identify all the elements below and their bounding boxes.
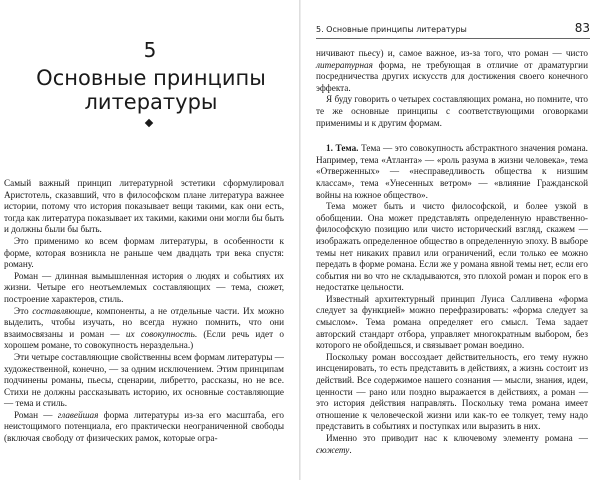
paragraph: Известный архитектурный принцип Луиса Салливена «форма следует за функцией» можно перефразировать: «форма следует за смыслом». Тема романа определяет его смысл. Тема задает авторский стандарт отбора, управляет многократным выбором, без которого не обойдешься, и связывает роман воедино.	[316, 293, 588, 351]
header-rule	[316, 38, 590, 39]
emphasis: главейшая	[57, 409, 99, 420]
emphasis: литературная	[316, 59, 373, 70]
paragraph: Самый важный принцип литературной эстетики сформулировал Аристотель, сказавший, что в философском плане литература важнее истории, потому что история показывает вещи такими, как они есть, тогда как литература показывает их такими, какими они могли бы быть и должны были бы быть.	[4, 178, 284, 235]
paragraph: Поскольку роман воссоздает действительность, его тему нужно инсценировать, то есть представить в действиях, а жизнь состоит из действий. Все содержимое нашего сознания — мысли, знания, идеи, ценности — рано или поздно выражается в действиях, а роман — это история действия направлять. Поскольку тема романа имеет отношение к человеческой жизни или как-то ее толкует, тему надо представить в событиях и поступках или выразить в них.	[316, 351, 588, 432]
chapter-number: 5	[143, 38, 157, 62]
paragraph: 1. Тема. Тема — это совокупность абстрактного значения романа. Например, тема «Атланта» — «роль разума в жизни человека», тема «Отверженных» — «несправедливость общества к низшим классам», тема «Унесенных ветром» — «влияние Гражданской войны на южное общество».	[316, 143, 588, 200]
chapter-title: Основные принципы литературы	[36, 66, 266, 114]
right-body-text	[316, 48, 588, 456]
paragraph: Эти четыре составляющие свойственны всем формам литературы — художественной, конечно, — за одним исключением. Этим принципам подчинены романы, пьесы, сценарии, либретто, рассказы, но не все. Стихи не должны рассказывать историю, их основные составляющие — тема и стиль.	[4, 351, 284, 409]
emphasis: составляющие	[32, 305, 91, 316]
paragraph: Именно это приводит нас к ключевому элементу романа — сюжету.	[316, 433, 588, 455]
left-body-text	[4, 178, 284, 445]
paragraph: Я буду говорить о четырех составляющих романа, но помните, что те же основные принципы с соответствующими оговорками применимы и к другим формам.	[316, 94, 588, 128]
paragraph: ничивают пьесу) и, самое важное, из-за того, что роман — чисто литературная форма, не требующая в отличие от драматургии посредничества других искусств для достижения своего конечного эффекта.	[316, 48, 588, 93]
emphasis: сюжету	[316, 444, 350, 455]
paragraph: Роман — длинная вымышленная история о людях и событиях их жизни. Четыре его неотъемлемых составляющих — тема, сюжет, построение характеров, стиль.	[4, 270, 284, 304]
section-heading: 1. Тема.	[326, 143, 359, 154]
paragraph: Роман — главейшая форма литературы из-за его масштаба, его неистощимого потенциала, его практически неограниченной свободы (включая свободу от физических рамок, которые огра-	[4, 409, 284, 444]
spacer	[316, 129, 588, 143]
right-page	[300, 0, 600, 480]
page-number: 83	[574, 21, 590, 35]
emphasis: их совокупность	[125, 328, 195, 339]
diamond-ornament-icon	[145, 119, 153, 127]
running-head: 5. Основные принципы литературы	[316, 25, 467, 34]
paragraph: Это составляющие, компоненты, а не отдельные части. Их можно выделить, чтобы изучать, но всегда нужно помнить, что они взаимосвязаны и роман — их совокупность. (Если речь идет о хорошем романе, то совокупность нераздельна.)	[4, 305, 284, 351]
paragraph: Тема может быть и чисто философской, и более узкой в обобщении. Она может представлять определенную нравственно-философскую позицию или чисто исторический взгляд, скажем — изображать определенное общество в определенную эпоху. В выборе темы нет никаких правил или ограничений, если только ее можно передать в форме романа. Если же у романа явной темы нет, если его события ни во что не складываются, это плохой роман и порок его в недостатке цельности.	[316, 201, 588, 293]
paragraph: Это применимо ко всем формам литературы, в особенности к форме, которая возникла не раньше чем двадцать три века спустя: роману.	[4, 235, 284, 270]
